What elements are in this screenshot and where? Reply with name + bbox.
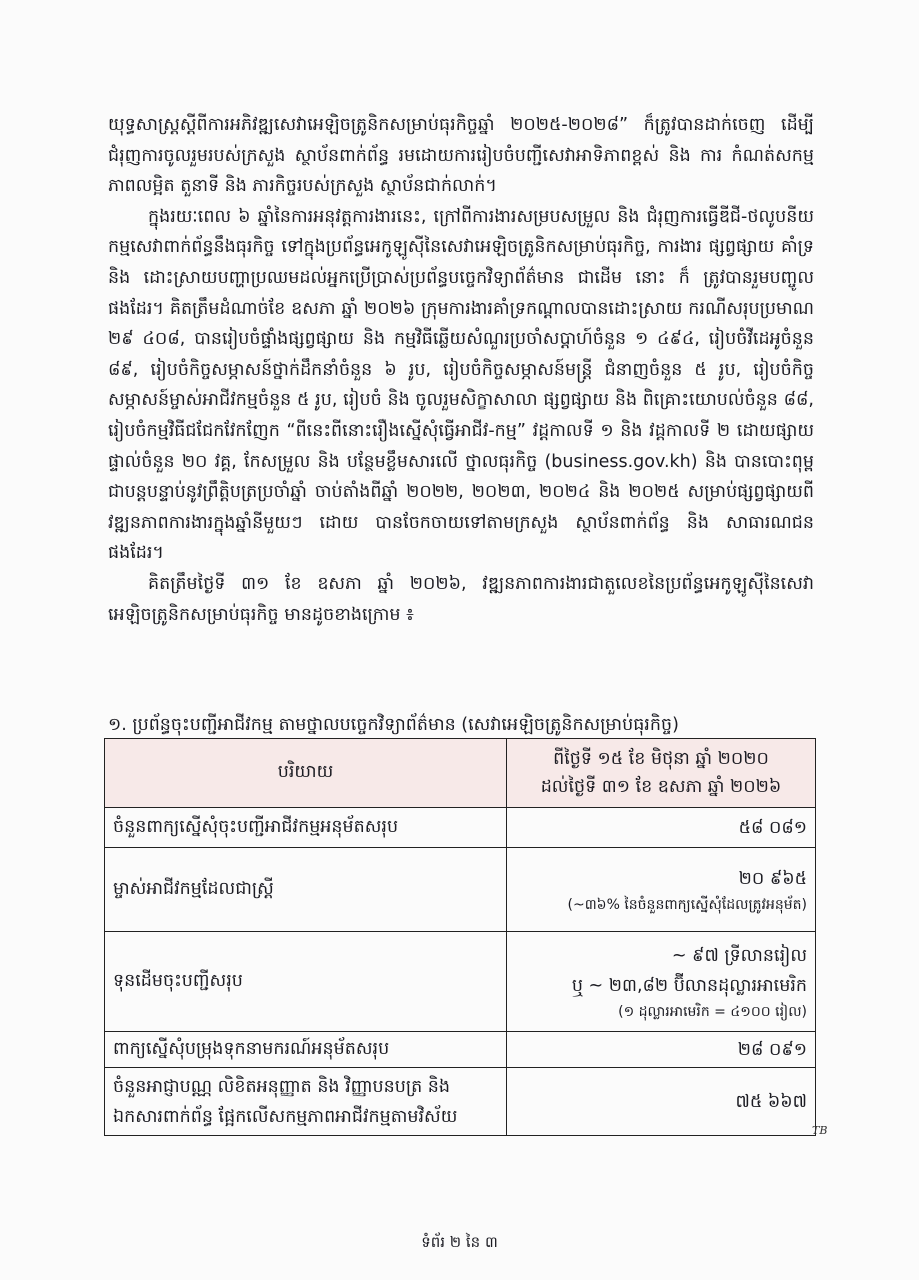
table-row	[105, 808, 816, 848]
row-description-line-2: ឯកសារពាក់ព័ន្ធ ផ្អែកលើសកម្មភាពអាជីវកម្មតាមវិស័យ	[113, 1106, 458, 1127]
row-description: ម្ចាស់អាជីវកម្មដែលជាស្ត្រី	[105, 848, 507, 932]
paragraph-1: យុទ្ធសាស្ត្រស្តីពីការអភិវឌ្ឍសេវាអេឡិចត្រូនិកសម្រាប់ធុរកិច្ចឆ្នាំ ២០២៥-២០២៨” ក៏ត្រូវបានដាក់ចេញ ដើម្បីជំរុញការចូលរួមរបស់ក្រសួង ស្ថាប័នពាក់ព័ន្ធ រមដោយការរៀបចំបញ្ជីសេវាអាទិភាពខ្ពស់ និង ការ កំណត់សកម្មភាពលម្អិត តួនាទី និង ភារកិច្ចរបស់ក្រសួង ស្ថាប័នជាក់លាក់។	[108, 115, 814, 197]
table-row	[105, 932, 816, 1032]
section-title: ១. ប្រព័ន្ធចុះបញ្ជីអាជីវកម្ម តាមថ្នាលបច្ចេកវិទ្យាព័ត៌មាន (សេវាអេឡិចត្រូនិកសម្រាប់ធុរកិច្ច)	[108, 715, 679, 735]
row-description: ទុនដើមចុះបញ្ជីសរុប	[105, 932, 507, 1032]
page-number: ទំព័រ ២ នៃ ៣	[421, 1233, 498, 1251]
table-row	[105, 1032, 816, 1068]
row-value: ៧៥ ៦៦៧	[507, 1068, 816, 1136]
row-value: ៥៨ ០៨១	[507, 808, 816, 848]
table-row	[105, 848, 816, 932]
row-description-cell	[105, 1068, 507, 1136]
paragraph-3: គិតត្រឹមថ្ងៃទី ៣១ ខែ ឧសភា ឆ្នាំ ២០២៦, វឌ្ឍនភាពការងារជាតួលេខនៃប្រព័ន្ធអេកូឡូស៊ីនៃសេវា អេឡិចត្រូនិកសម្រាប់ធុរកិច្ច មានដូចខាងក្រោម ៖	[108, 573, 814, 625]
row-note: (~៣៦% នៃចំនួនពាក្យស្នើសុំដែលត្រូវអនុម័ត)	[567, 896, 807, 913]
paragraph-2: ក្នុងរយៈពេល ៦ ឆ្នាំនៃការអនុវត្តការងារនេះ, ក្រៅពីការងារសម្របសម្រួល និង ជំរុញការធ្វើឌីជី-ថលូបនីយកម្មសេវាពាក់ព័ន្ធនឹងធុរកិច្ច ទៅក្នុងប្រព័ន្ធអេកូឡូស៊ីនៃសេវាអេឡិចត្រូនិកសម្រាប់ធុរកិច្ច, ការងារ ផ្សព្វផ្សាយ គាំទ្រ និង ដោះស្រាយបញ្ហាប្រឈមដល់អ្នកប្រើប្រាស់ប្រព័ន្ធបច្ចេកវិទ្យាព័ត៌មាន ជាដើម នោះ ក៏ ត្រូវបានរួមបញ្ចូលផងដែរ។ គិតត្រឹមដំណាច់ខែ ឧសភា ឆ្នាំ ២០២៦ ក្រុមការងារគាំទ្រកណ្តាលបានដោះស្រាយ ករណីសរុបប្រមាណ ២៩ ៤០៨, បានរៀបចំផ្ទាំងផ្សព្វផ្សាយ និង កម្មវិធីឆ្លើយសំណួរប្រចាំសប្តាហ៍ចំនួន ១ ៤៩៤, រៀបចំវីដេអូចំនួន ៨៩, រៀបចំកិច្ចសម្ភាសន៍ថ្នាក់ដឹកនាំចំនួន ៦ រូប, រៀបចំកិច្ចសម្ភាសន៍មន្ត្រី ជំនាញចំនួន ៥ រូប, រៀបចំកិច្ចសម្ភាសន៍ម្ចាស់អាជីវកម្មចំនួន ៥ រូប, រៀបចំ និង ចូលរួមសិក្ខាសាលា ផ្សព្វផ្សាយ និង ពិគ្រោះយោបល់ចំនួន ៨៨, រៀបចំកម្មវិធីជជែកវែកញែក “ពីនេះពីនោះរឿងស្នើសុំធ្វើអាជីវ-កម្ម” វដ្តកាលទី ១ និង វដ្តកាលទី ២ ដោយផ្សាយផ្ទាល់ចំនួន ២០ វគ្គ, កែសម្រួល និង បន្ថែមខ្លឹមសារលើ ថ្នាលធុរកិច្ច (business.gov.kh) និង បានបោះពុម្ពជាបន្តបន្ទាប់នូវព្រឹត្តិបត្រប្រចាំឆ្នាំ ចាប់តាំងពីឆ្នាំ ២០២២, ២០២៣, ២០២៤ និង ២០២៥ សម្រាប់ផ្សព្វផ្សាយពីវឌ្ឍនភាពការងារក្នុងឆ្នាំនីមួយៗ ដោយ បានចែកចាយទៅតាមក្រសួង ស្ថាប័នពាក់ព័ន្ធ និង សាធារណជន ផងដែរ។	[108, 206, 814, 564]
header-period-start: ពីថ្ងៃទី ១៥ ខែ មិថុនា ឆ្នាំ ២០២០	[553, 749, 769, 769]
table-row	[105, 1068, 816, 1136]
row-value: ២០ ៩៦៥	[738, 868, 807, 889]
row-description: ចំនួនពាក្យស្នើសុំចុះបញ្ជីអាជីវកម្មអនុម័តសរុប	[105, 808, 507, 848]
statistics-table	[104, 738, 816, 1136]
row-value-cell	[507, 848, 816, 932]
body-text	[108, 110, 814, 630]
row-value: ២៨ ០៩១	[507, 1032, 816, 1068]
row-description: ពាក្យស្នើសុំបម្រុងទុកនាមករណ៍អនុម័តសរុប	[105, 1032, 507, 1068]
table-header-row	[105, 739, 816, 808]
header-period	[507, 739, 816, 808]
row-value-alt: ឬ ~ ២៣,៨២ ប៊ីលានដុល្លារអាមេរិក	[571, 975, 807, 996]
row-value: ~ ៩៧ ទ្រីលានរៀល	[671, 945, 807, 966]
handwritten-initials: TB	[812, 1124, 828, 1137]
row-note: (១ ដុល្លារអាមេរិក = ៤១០០ រៀល)	[618, 1003, 807, 1020]
row-value-cell	[507, 932, 816, 1032]
header-period-end: ដល់ថ្ងៃទី ៣១ ខែ ឧសភា ឆ្នាំ ២០២៦	[540, 777, 782, 797]
row-description: ចំនួនអាជ្ញាបណ្ណ លិខិតអនុញ្ញាត និង វិញ្ញាបនបត្រ និង	[113, 1076, 450, 1097]
header-description: បរិយាយ	[105, 739, 507, 808]
